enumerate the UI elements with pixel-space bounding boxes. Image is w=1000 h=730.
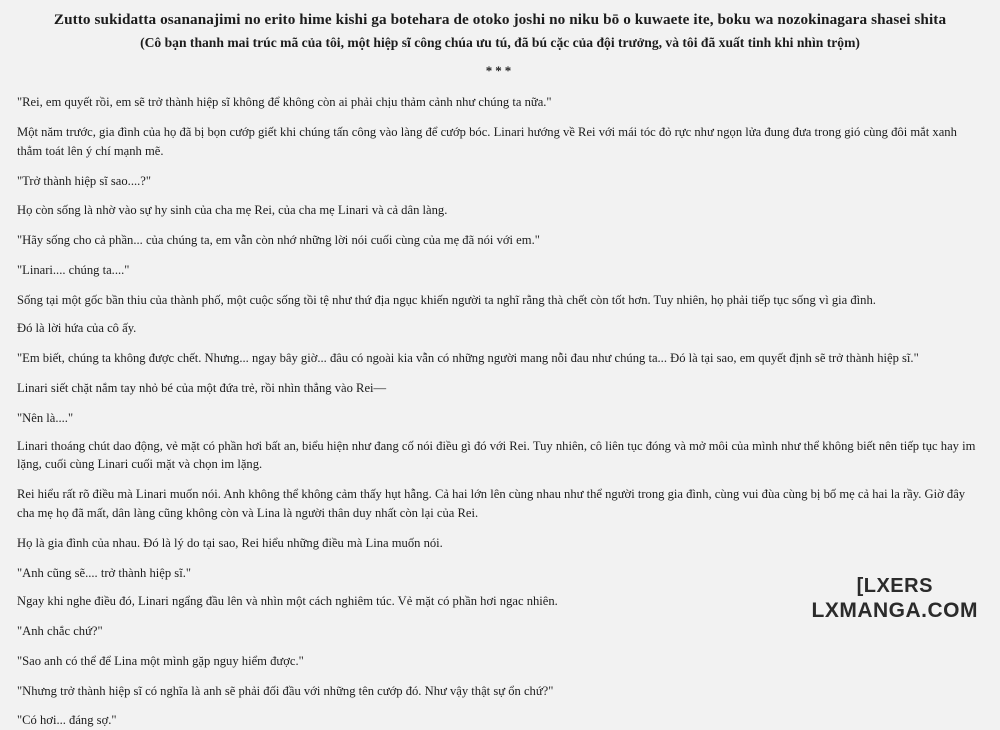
paragraph: Họ còn sống là nhờ vào sự hy sinh của cha mẹ Rei, của cha mẹ Linari và cả dân làng. [17, 203, 448, 218]
paragraph: "Trở thành hiệp sĩ sao....?" [17, 173, 152, 188]
paragraph: Một năm trước, gia đình của họ đã bị bọn cướp giết khi chúng tấn công vào làng để cướp bóc. Linari hướng về Rei với mái tóc đỏ rực như ngọn lửa đung đưa trong gió cùng đôi mắt xanh thẳm toát lên ý chí mạnh mẽ. [17, 124, 957, 158]
title-block [14, 10, 986, 52]
paragraph: "Anh cũng sẽ.... trở thành hiệp sĩ." [17, 566, 191, 580]
paragraph: "Nhưng trở thành hiệp sĩ có nghĩa là anh sẽ phải đối đầu với những tên cướp đó. Như vậy thật sự ổn chứ?" [17, 683, 554, 698]
paragraph: Họ là gia đình của nhau. Đó là lý do tại sao, Rei hiểu những điều mà Lina muốn nói. [17, 536, 443, 551]
page-subtitle: (Cô bạn thanh mai trúc mã của tôi, một hiệp sĩ công chúa ưu tú, đã bú cặc của đội trưởng, và tôi đã xuất tinh khi nhìn trộm) [140, 34, 860, 50]
paragraph: Ngay khi nghe điều đó, Linari ngẩng đầu lên và nhìn một cách nghiêm túc. Vẻ mặt có phần hơi ngac nhiên. [17, 593, 558, 608]
page-title: Zutto sukidatta osananajimi no erito hime kishi ga botehara de otoko joshi no niku bō o kuwaete ite, boku wa nozokinagara shasei shita [53, 11, 947, 28]
paragraph: Sống tại một gốc bần thiu của thành phố, một cuộc sống tồi tệ như thứ địa ngục khiến người ta nghĩ rằng thà chết còn tốt hơn. Tuy nhiên, họ phải tiếp tục sống vì gia đình. [17, 293, 876, 308]
paragraph: "Hãy sống cho cả phần... của chúng ta, em vẫn còn nhớ những lời nói cuối cùng của mẹ đã nói với em." [17, 233, 540, 248]
watermark [812, 575, 979, 623]
paragraph: Rei hiểu rất rõ điều mà Linari muốn nói. Anh không thể không cảm thấy hụt hẫng. Cả hai lớn lên cùng nhau như thể người trong gia đình, cùng vui đùa cùng bị bố mẹ cả hai la rầy. Giờ đây cha mẹ họ đã mất, dân làng cũng không còn và Lina là người thân duy nhất còn lại của Rei. [17, 487, 966, 521]
watermark-domain: LXMANGA.COM [811, 598, 978, 622]
paragraph: "Anh chắc chứ?" [17, 623, 103, 638]
paragraph: "Nên là...." [17, 410, 74, 425]
paragraph: Linari thoáng chút dao động, vẻ mặt có phần hơi bất an, biểu hiện như đang cố nói điều gì đó với Rei. Tuy nhiên, cô liên tục đóng và mở môi của mình như thể không biết nên tiếp tục hay im lặng, cuối cùng Linari cuối mặt và chọn im lặng. [17, 438, 976, 472]
section-divider: *** [485, 62, 515, 78]
paragraph: Đó là lời hứa của cô ấy. [17, 320, 137, 335]
paragraph: "Rei, em quyết rồi, em sẽ trở thành hiệp sĩ không để không còn ai phải chịu thảm cảnh như chúng ta nữa." [17, 94, 552, 109]
paragraph: "Sao anh có thể để Lina một mình gặp nguy hiểm được." [17, 653, 304, 668]
story-body [14, 93, 986, 730]
paragraph: "Có hơi... đáng sợ." [17, 713, 117, 728]
watermark-brand: [LXERS [856, 574, 933, 597]
paragraph: "Em biết, chúng ta không được chết. Nhưng... ngay bây giờ... đâu có ngoài kia vẫn có những người mang nỗi đau như chúng ta... Đó là tại sao, em quyết định sẽ trở thành hiệp sĩ." [17, 350, 919, 365]
paragraph: Linari siết chặt nắm tay nhỏ bé của một đứa trẻ, rồi nhìn thẳng vào Rei— [17, 380, 387, 395]
paragraph: "Linari.... chúng ta...." [17, 263, 130, 278]
